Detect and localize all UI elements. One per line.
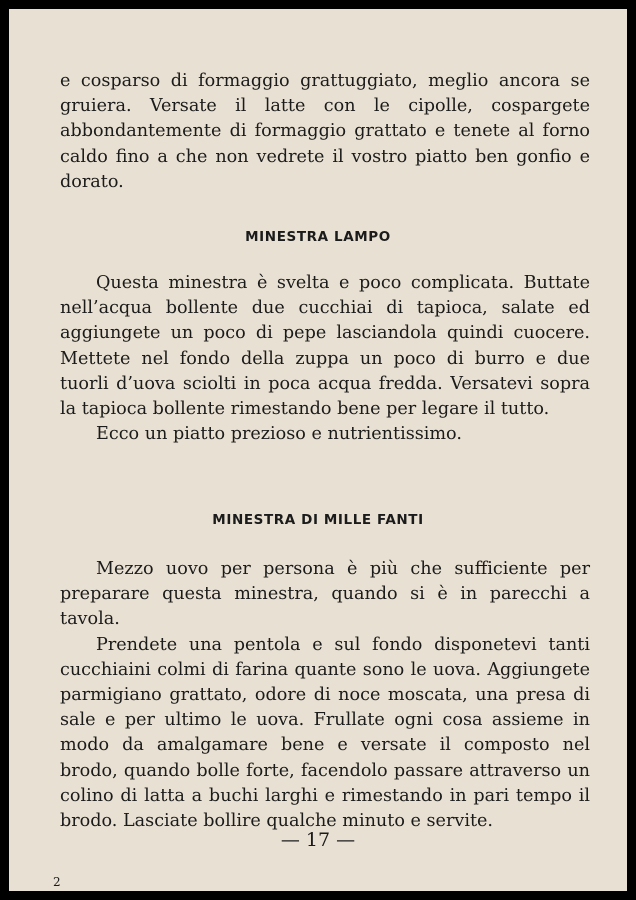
recipe-paragraph: Mezzo uovo per persona è più che sufficiente per preparare questa minestra, quando si è in parecchi a tavola. — [60, 559, 590, 630]
recipe-paragraph: Prendete una pentola e sul fondo disponetevi tanti cucchiaini colmi di farina quante sono le uova. Aggiungete parmigiano grattato, odore di noce moscata, una presa di sale e per ultimo le uova. Frullate ogni cosa assieme in modo da amalgamare bene e versate il composto nel brodo, quando bolle forte, facendolo passare attraverso un colino di latta a buchi larghi e rimestando in pari tempo il brodo. Lasciate bollire qualche minuto e servite. — [60, 634, 590, 832]
recipe-body-lampo — [60, 271, 590, 447]
intro-paragraph: e cosparso di formaggio grattuggiato, meglio ancora se gruiera. Versate il latte con le cipolle, cospargete abbondantemente di formaggio grattato e tenete al forno caldo fino a che non vedrete il vostro piatto ben gonfio e dorato. — [60, 71, 590, 192]
recipe-body-mille-fanti — [60, 557, 590, 834]
recipe-title-lampo: MINESTRA LAMPO — [245, 229, 391, 245]
signature-mark: 2 — [53, 875, 61, 889]
recipe-paragraph: Ecco un piatto prezioso e nutrientissimo. — [96, 424, 462, 445]
intro-text — [60, 69, 590, 195]
recipe-title-mille-fanti: MINESTRA DI MILLE FANTI — [212, 512, 424, 528]
page-number: — 17 — — [280, 829, 356, 851]
recipe-paragraph: Questa minestra è svelta e poco complicata. Buttate nell’acqua bollente due cucchiai di tapioca, salate ed aggiungete un poco di pepe lasciandola quindi cuocere. Mettete nel fondo della zuppa un poco di burro e due tuorli d’uova sciolti in poca acqua fredda. Versatevi sopra la tapioca bollente rimestando bene per legare il tutto. — [60, 273, 590, 420]
book-page — [9, 9, 627, 891]
